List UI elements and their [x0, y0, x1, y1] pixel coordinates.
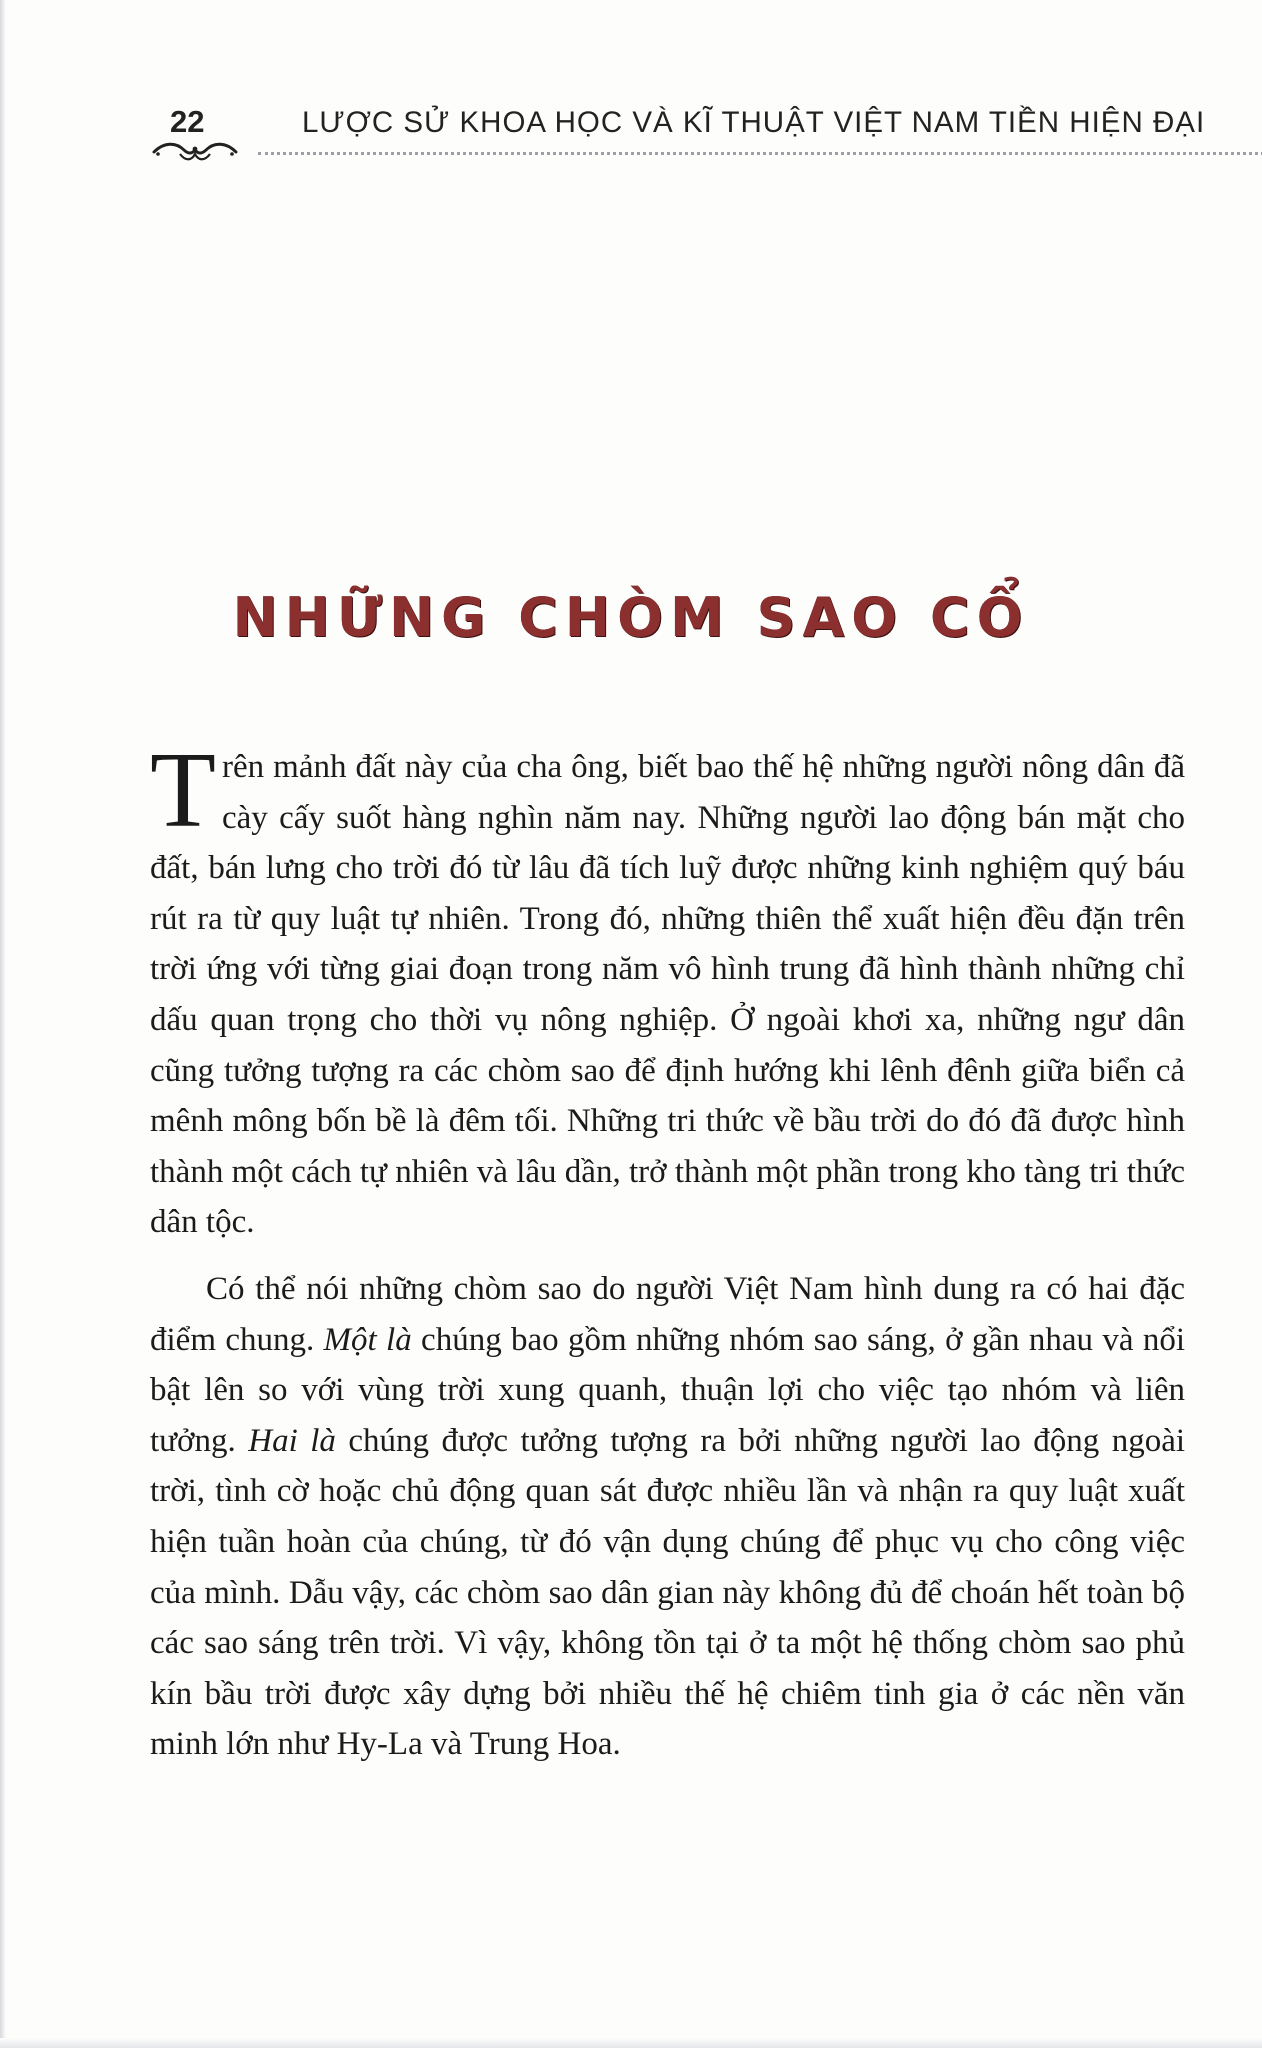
paragraph-2-italic-1: Một là [323, 1321, 412, 1358]
paragraph-1 [150, 731, 1185, 1248]
page-number: 22 [170, 104, 205, 139]
drop-cap: T [150, 731, 216, 850]
chapter-title: NHỮNG CHÒM SAO CỔ [232, 586, 1030, 649]
header-dotted-rule [258, 152, 1262, 155]
running-header [150, 100, 1206, 160]
body-text [150, 731, 1186, 1770]
paragraph-2-part-2: chúng bao gồm những nhóm sao sáng, ở gần nhau và nổi bật lên so với vùng trời xung quanh, thuận lợi cho việc tạo nhóm và liên tưởng. [150, 1321, 1185, 1459]
flourish-ornament-icon [150, 140, 240, 164]
running-title: LƯỢC SỬ KHOA HỌC VÀ KĨ THUẬT VIỆT NAM TIỀN HIỆN ĐẠI [302, 106, 1206, 139]
page-left-edge [0, 0, 6, 2048]
paragraph-1-text: rên mảnh đất này của cha ông, biết bao thế hệ những người nông dân đã cày cấy suốt hàng nghìn năm nay. Những người lao động bán mặt cho đất, bán lưng cho trời đó từ lâu đã tích luỹ được những kinh nghiệm quý báu rút ra từ quy luật tự nhiên. Trong đó, những thiên thể xuất hiện đều đặn trên trời ứng với từng giai đoạn trong năm vô hình trung đã hình thành những chỉ dấu quan trọng cho thời vụ nông nghiệp. Ở ngoài khơi xa, những ngư dân cũng tưởng tượng ra các chòm sao để định hướng khi lênh đênh giữa biển cả mênh mông bốn bề là đêm tối. Những tri thức về bầu trời do đó đã được hình thành một cách tự nhiên và lâu dần, trở thành một phần trong kho tàng tri thức dân tộc. [150, 749, 1185, 1241]
paragraph-2-part-3: chúng được tưởng tượng ra bởi những người lao động ngoài trời, tình cờ hoặc chủ động quan sát được nhiều lần và nhận ra quy luật xuất hiện tuần hoàn của chúng, từ đó vận dụng chúng để phục vụ cho công việc của mình. Dẫu vậy, các chòm sao dân gian này không đủ để choán hết toàn bộ các sao sáng trên trời. Vì vậy, không tồn tại ở ta một hệ thống chòm sao phủ kín bầu trời được xây dựng bởi nhiều thế hệ chiêm tinh gia ở các nền văn minh lớn như Hy-La và Trung Hoa. [150, 1422, 1186, 1763]
paragraph-2 [150, 1264, 1185, 1770]
page-bottom-edge [0, 2038, 1262, 2048]
paragraph-2-part-1: Có thể nói những chòm sao do người Việt Nam hình dung ra có hai đặc điểm chung. [150, 1270, 1185, 1358]
paragraph-2-italic-2: Hai là [248, 1422, 336, 1459]
